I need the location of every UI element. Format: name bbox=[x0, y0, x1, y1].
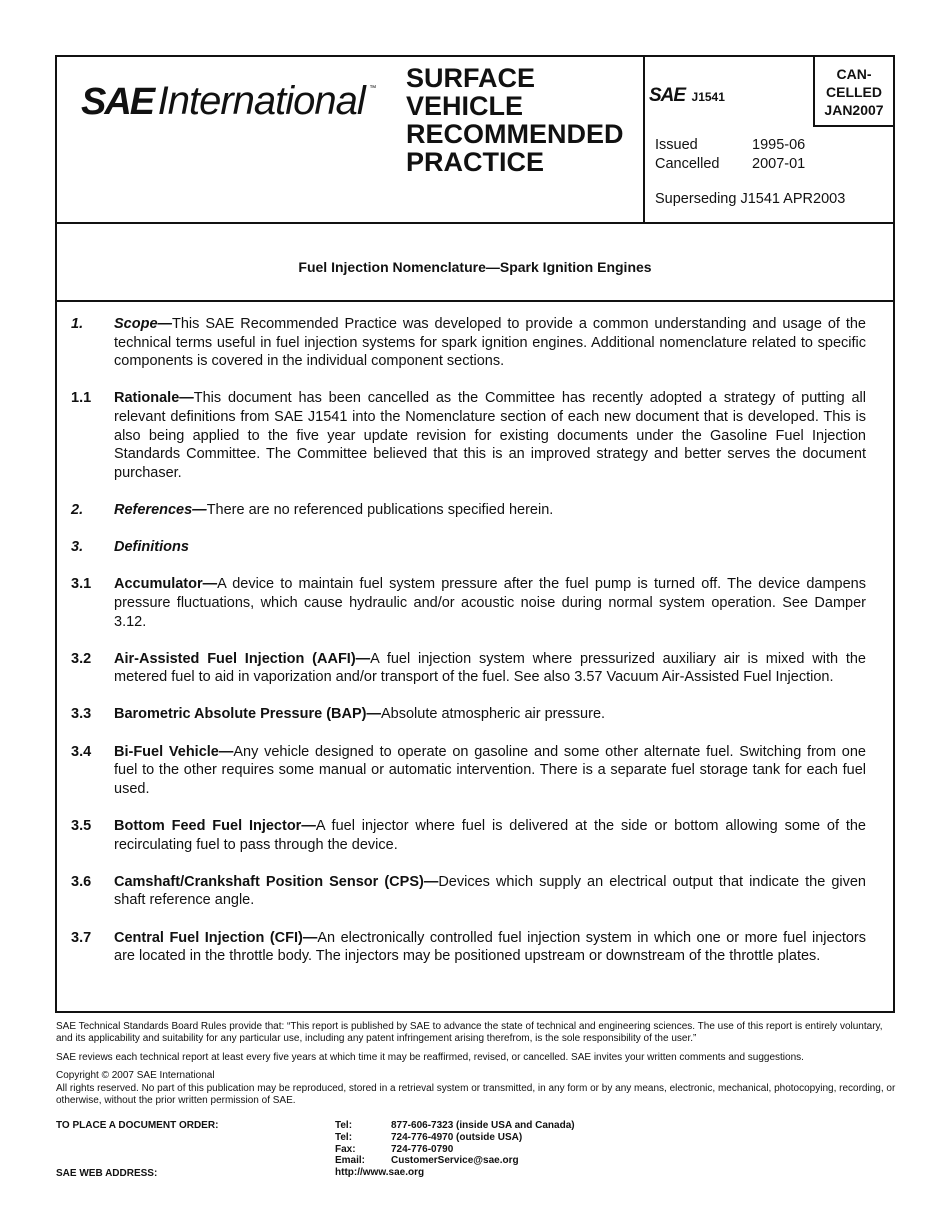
web-address-label: SAE WEB ADDRESS: bbox=[56, 1168, 158, 1179]
section-rationale: 1.1 Rationale—This document has been cancelled as the Committee has recently adopted a strategy of putting all relevant definitions from SAE J1541 into the Nomenclature section of each new document that is developed. This is also being applied to the five year update revision for existing documents under the Gasoline Fuel Injection Standards Committee. The Committee believed that this is an improved strategy and better serves the document purchaser. bbox=[71, 390, 866, 481]
legal-footer bbox=[56, 1021, 896, 1107]
definition-item: 3.6 Camshaft/Crankshaft Position Sensor (CPS)—Devices which supply an electrical output that indicate the given shaft reference angle. bbox=[71, 873, 866, 909]
section-scope: 1. Scope—This SAE Recommended Practice was developed to provide a common understanding and usage of the technical terms useful in fuel injection systems for spark ignition engines. Additional nomenclature related to specific components is covered in the individual component sections. bbox=[71, 316, 866, 370]
document-header bbox=[57, 57, 893, 224]
contact-list bbox=[335, 1120, 575, 1179]
contact-row: Fax: 724-776-0790 bbox=[335, 1143, 454, 1155]
sae-mini-logo: SAE bbox=[649, 85, 686, 106]
copyright-line: Copyright © 2007 SAE International bbox=[56, 1070, 215, 1082]
definition-item: 3.3 Barometric Absolute Pressure (BAP)—Absolute atmospheric air pressure. bbox=[71, 706, 606, 723]
cancelled-row: Cancelled 2007-01 bbox=[655, 156, 806, 172]
order-label: TO PLACE A DOCUMENT ORDER: bbox=[56, 1120, 219, 1131]
definition-item: 3.5 Bottom Feed Fuel Injector—A fuel injector where fuel is delivered at the side or bottom allowing some of the recirculating fuel to pass through the device. bbox=[71, 818, 867, 853]
section-definitions: 3. Definitions bbox=[71, 539, 189, 556]
definition-item: 3.4 Bi-Fuel Vehicle—Any vehicle designed to operate on gasoline and some other alternate fuel. Switching from one fuel to the other requires some manual or automatic intervention. There is a separate fuel storage tank for each fuel used. bbox=[71, 743, 866, 797]
review-note: SAE reviews each technical report at least every five years at which time it may be reaffirmed, revised, or cancelled. SAE invites your written comments and suggestions. bbox=[56, 1051, 804, 1063]
definition-item: 3.7 Central Fuel Injection (CFI)—An electronically controlled fuel injection system in which one or more fuel injectors are located in the throttle body. The injectors may be positioned upstream or downstream of the throttle plates. bbox=[71, 929, 866, 965]
cancelled-status-box: CAN- CELLED JAN2007 bbox=[813, 57, 893, 127]
web-url-link[interactable]: http://www.sae.org bbox=[335, 1167, 425, 1179]
header-divider bbox=[643, 57, 645, 224]
contact-row: Tel: 724-776-4970 (outside USA) bbox=[335, 1131, 523, 1143]
superseding-note: Superseding J1541 APR2003 bbox=[655, 191, 846, 207]
standards-board-rules: SAE Technical Standards Board Rules provide that: “This report is published by SAE to advance the state of technical and engineering sciences. The use of this report is entirely voluntary, and its applicability and suitability for any particular use, including any patent infringement arising therefrom, is the sole responsibility of the user.” bbox=[56, 1021, 883, 1045]
rights-notice: All rights reserved. No part of this publication may be reproduced, stored in a retrieval system or transmitted, in any form or by any means, electronic, mechanical, photocopying, recording, or otherwise, without the prior written permission of SAE. bbox=[56, 1082, 896, 1107]
document-frame bbox=[55, 55, 895, 1013]
title-line: RECOMMENDED bbox=[406, 119, 624, 149]
document-number: SAE J1541 bbox=[649, 85, 725, 106]
document-body bbox=[57, 315, 893, 984]
document-dates bbox=[655, 136, 805, 174]
title-line: VEHICLE bbox=[406, 91, 524, 121]
email-link[interactable]: CustomerService@sae.org bbox=[391, 1155, 519, 1167]
contact-row: Email: CustomerService@sae.org bbox=[335, 1155, 519, 1167]
document-subtitle: Fuel Injection Nomenclature—Spark Ignition Engines bbox=[57, 224, 893, 302]
title-line: SURFACE bbox=[406, 63, 536, 93]
document-type-title bbox=[406, 64, 641, 176]
section-references: 2. References—There are no referenced publications specified herein. bbox=[71, 501, 554, 518]
definition-item: 3.2 Air-Assisted Fuel Injection (AAFI)—A fuel injection system where pressurized auxiliary air is mixed with the metered fuel to aid in vaporization and/or transport of the fuel. See also 3.57 Vacuum Air-Assisted Fuel Injection. bbox=[71, 650, 866, 686]
title-line: PRACTICE bbox=[406, 147, 545, 177]
sae-international-logo: SAE International ™ bbox=[81, 79, 377, 123]
issued-row: Issued 1995-06 bbox=[655, 137, 806, 153]
definition-item: 3.1 Accumulator—A device to maintain fuel system pressure after the fuel pump is turned off. The device dampens pressure fluctuations, which cause hydraulic and/or acoustic noise during normal system operation. See Damper 3.12. bbox=[71, 576, 866, 630]
contact-row: Tel: 877-606-7323 (inside USA and Canada) bbox=[335, 1120, 575, 1131]
